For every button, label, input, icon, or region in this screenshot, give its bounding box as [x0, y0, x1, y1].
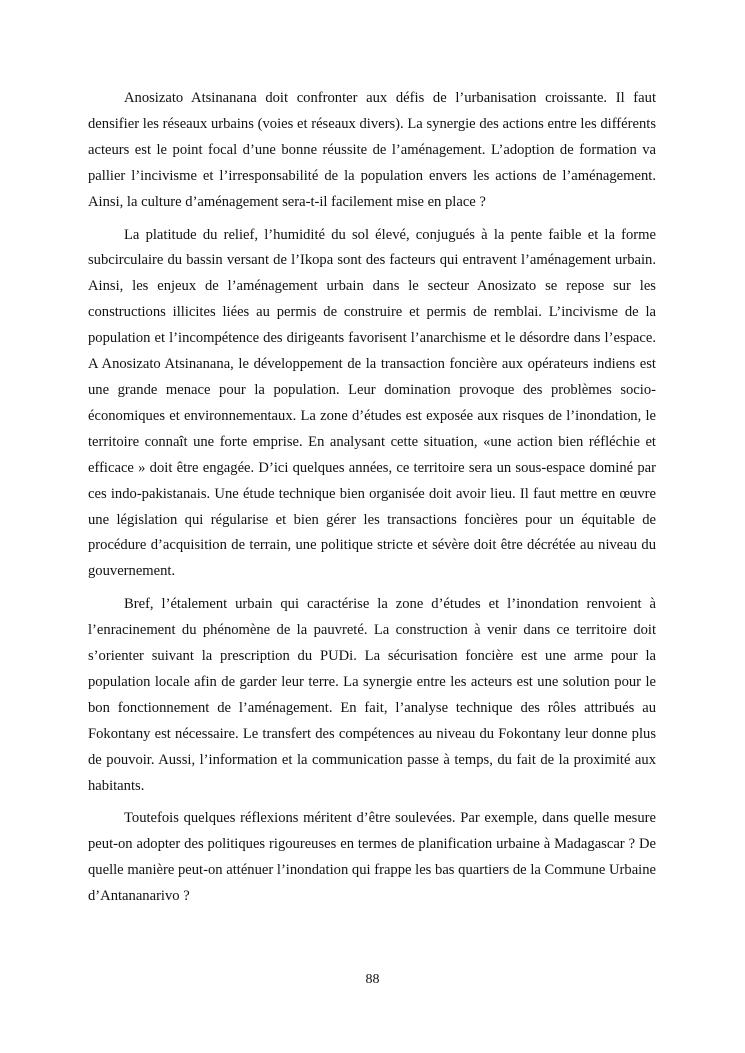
paragraph-1: Anosizato Atsinanana doit confronter aux défis de l’urbanisation croissante. Il faut densifier les réseaux urbains (voies et réseaux divers). La synergie des actions entre les différents acteurs est le point focal d’une bonne réussite de l’aménagement. L’adoption de formation va pallier l’incivisme et l’irresponsabilité de la population envers les actions de l’aménagement. Ainsi, la culture d’aménagement sera-t-il facilement mise en place ?: [88, 90, 656, 210]
paragraph-3: Bref, l’étalement urbain qui caractérise la zone d’études et l’inondation renvoient à l’enracinement du phénomène de la pauvreté. La construction à venir dans ce territoire doit s’orienter suivant la prescription du PUDi. La sécurisation foncière est une arme pour la population locale afin de garder leur terre. La synergie entre les acteurs est une solution pour le bon fonctionnement de l’aménagement. En fait, l’analyse technique des rôles attribués au Fokontany est nécessaire. Le transfert des compétences au niveau du Fokontany leur donne plus de pouvoir. Aussi, l’information et la communication passe à temps, du fait de la proximité aux habitants.: [88, 596, 656, 794]
paragraph-4: Toutefois quelques réflexions méritent d’être soulevées. Par exemple, dans quelle mesure peut-on adopter des politiques rigoureuses en termes de planification urbaine à Madagascar ? De quelle manière peut-on atténuer l’inondation qui frappe les bas quartiers de la Commune Urbaine d’Antananarivo ?: [88, 810, 656, 905]
body-text: [88, 86, 656, 917]
paragraph-2: La platitude du relief, l’humidité du sol élevé, conjugués à la pente faible et la forme subcirculaire du bassin versant de l’Ikopa sont des facteurs qui entravent l’aménagement urbain. Ainsi, les enjeux de l’aménagement urbain dans le secteur Anosizato se repose sur les constructions illicites liées au permis de construire et permis de remblai. L’incivisme de la population et l’incompétence des dirigeants favorisent l’anarchisme et le désordre dans l’espace. A Anosizato Atsinanana, le développement de la transaction foncière aux opérateurs indiens est une grande menace pour la population. Leur domination provoque des problèmes socio-économiques et environnementaux. La zone d’études est exposée aux risques de l’inondation, le territoire connaît une forte emprise. En analysant cette situation, «une action bien réfléchie et efficace » doit être engagée. D’ici quelques années, ce territoire sera un sous-espace dominé par ces indo-pakistanais. Une étude technique bien organisée doit avoir lieu. Il faut mettre en œuvre une législation qui régularise et bien gérer les transactions foncières pour un équitable de procédure d’acquisition de terrain, une politique stricte et sévère doit être décrétée au niveau du gouvernement.: [88, 226, 656, 580]
page-number: 88: [365, 972, 380, 987]
